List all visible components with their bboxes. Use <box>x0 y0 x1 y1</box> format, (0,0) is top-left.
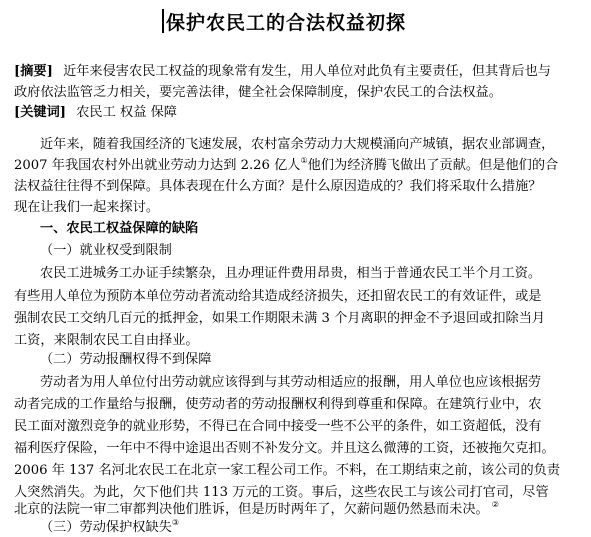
sub1-line-2[interactable] <box>14 287 542 306</box>
footnote-ref-3[interactable]: ③ <box>171 518 180 527</box>
sub1-text-3: 强制农民工交纳几百元的抵押金，如果工作期限未满 3 个月离职的押金不予退回或扣除当月 <box>14 311 546 326</box>
sub2-line-5[interactable] <box>14 461 560 480</box>
intro-line-2[interactable] <box>14 156 558 175</box>
subsection-2-heading-text: （二）劳动报酬权得不到保障 <box>40 352 212 367</box>
subsection-3-heading-text: （三）劳动保护权缺失 <box>40 520 172 535</box>
sub1-text-4: 工资，来限制农民工自由择业。 <box>14 333 199 348</box>
sub2-text-2: 动者完成的工作量给与报酬，使劳动者的劳动报酬权利得到尊重和保障。在建筑行业中，农 <box>14 397 542 412</box>
intro-line-3[interactable] <box>14 177 542 196</box>
sub2-line-7[interactable] <box>14 500 499 519</box>
intro-text-2a: 2007 年我国农村外出就业劳动力达到 2.26 亿人 <box>14 158 301 173</box>
sub2-text-5: 2006 年 137 名河北农民工在北京一家工程公司工作。不料，在工期结束之前，该公司的负责 <box>14 463 561 478</box>
keywords-text: 农民工 权益 保障 <box>76 105 177 120</box>
abstract-text-1: 近年来侵害农民工权益的现象常有发生，用人单位对此负有主要责任，但其背后也与 <box>63 64 551 79</box>
document-title[interactable]: 保护农民工的合法权益初探 <box>166 11 407 34</box>
intro-text-2b: 他们为经济腾飞做出了贡献。但是他们的合 <box>307 158 559 173</box>
intro-text-1: 近年来，随着我国经济的飞速发展，农村富余劳动力大规模涌向产城镇，据农业部调查， <box>40 137 555 152</box>
sub1-text-2: 有些用人单位为预防本单位劳动者流动给其造成经济损失，还扣留农民工的有效证件，或是 <box>14 289 542 304</box>
intro-text-4: 现在让我们一起来探讨。 <box>14 200 160 215</box>
sub2-line-2[interactable] <box>14 395 542 414</box>
subsection-1-heading-text: （一）就业权受到限制 <box>40 243 172 258</box>
sub2-text-7: 北京的法院一审二审都判决他们胜诉，但是历时两年了，欠薪问题仍然悬而未决。 <box>14 502 489 517</box>
page-right-edge <box>585 0 591 527</box>
sub1-text-1: 农民工进城务工办证手续繁杂，且办理证件费用昂贵，相当于普通农民工半个月工资。 <box>40 266 542 281</box>
keywords-line[interactable] <box>14 103 177 122</box>
footnote-ref-1[interactable]: ① <box>300 156 308 165</box>
sub1-line-1[interactable] <box>40 264 541 283</box>
sub1-line-3[interactable] <box>14 309 545 328</box>
abstract-line-1[interactable] <box>14 62 551 81</box>
intro-text-3: 法权益往往得不到保障。具体表现在什么方面？是什么原因造成的？我们将采取什么措施？ <box>14 179 542 194</box>
title-bar <box>162 6 406 36</box>
abstract-label: [摘要] <box>14 64 53 79</box>
subsection-2-heading[interactable] <box>40 350 211 369</box>
section-1-heading[interactable] <box>40 219 198 238</box>
sub2-line-3[interactable] <box>14 417 542 436</box>
sub2-text-4: 福利医疗保险，一年中不得中途退出否则不补发分文。并且这么微薄的工资，还被拖欠克扣。 <box>14 441 555 456</box>
section-1-heading-text: 一、农民工权益保障的缺陷 <box>40 221 199 236</box>
sub2-line-1[interactable] <box>40 373 541 392</box>
subsection-3-heading[interactable] <box>40 518 179 537</box>
sub2-line-4[interactable] <box>14 439 555 458</box>
intro-line-1[interactable] <box>40 135 554 154</box>
sub2-text-1: 劳动者为用人单位付出劳动就应该得到与其劳动相适应的报酬，用人单位也应该根据劳 <box>40 375 542 390</box>
sub1-line-4[interactable] <box>14 331 199 350</box>
sub2-text-6: 人突然消失。为此，欠下他们共 113 万元的工资。事后，这些农民工与该公司打官司，尽管 <box>14 485 549 500</box>
subsection-1-heading[interactable] <box>40 241 172 260</box>
abstract-text-2: 政府依法监管乏力相关，要完善法律，健全社会保障制度，保护农民工的合法权益。 <box>14 85 502 100</box>
abstract-line-2[interactable] <box>14 83 502 102</box>
keywords-label: [关键词] <box>14 105 67 120</box>
text-cursor <box>162 9 164 33</box>
intro-line-4[interactable] <box>14 198 159 217</box>
footnote-ref-2[interactable]: ② <box>491 500 499 509</box>
sub2-text-3: 民工面对激烈竞争的就业形势，不得已在合同中接受一些不公平的条件，如工资超低，没有 <box>14 419 542 434</box>
